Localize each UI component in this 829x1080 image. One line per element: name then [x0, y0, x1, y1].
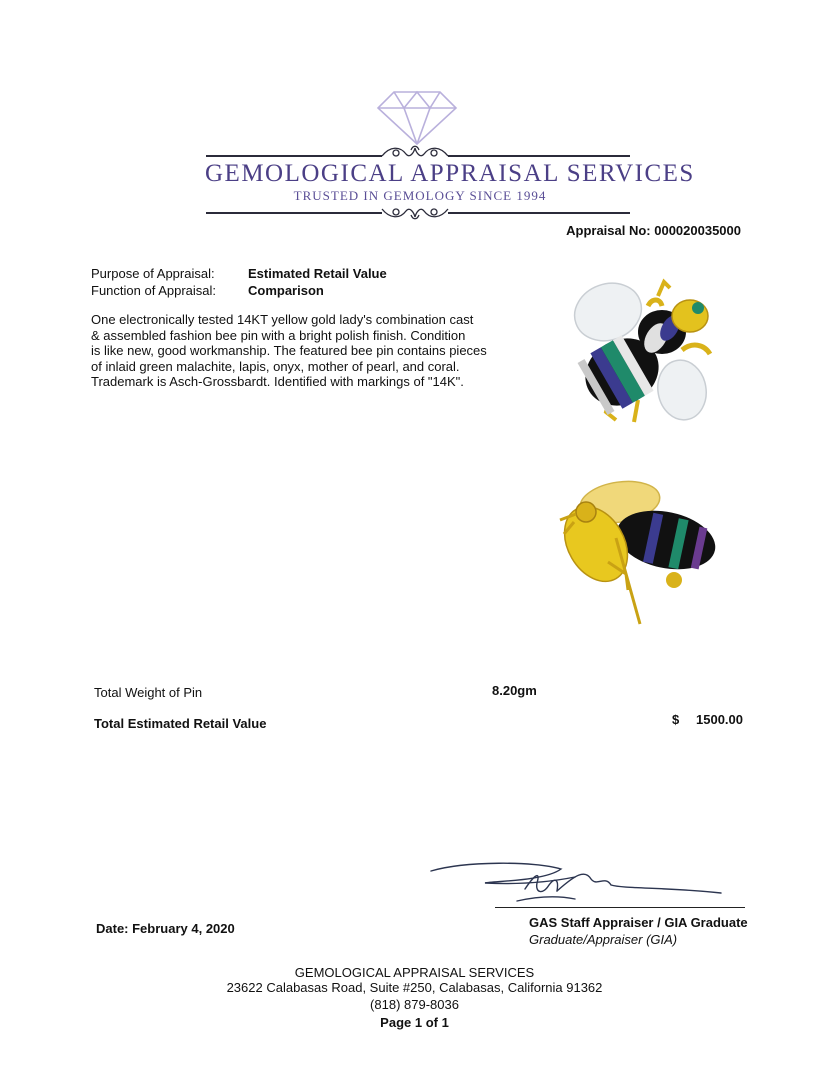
- footer-company: GEMOLOGICAL APPRAISAL SERVICES: [294, 965, 535, 980]
- description-line: Trademark is Asch-Grossbardt. Identified with markings of "14K".: [91, 374, 464, 390]
- total-value-label: Total Estimated Retail Value: [94, 716, 267, 731]
- currency-symbol: $: [672, 712, 680, 727]
- signer-title: GAS Staff Appraiser / GIA Graduate: [529, 915, 748, 930]
- weight-label: Total Weight of Pin: [94, 685, 203, 700]
- diamond-logo-icon: [376, 90, 458, 146]
- description-line: of inlaid green malachite, lapis, onyx, mother of pearl, and coral.: [91, 358, 460, 374]
- header-rule-top-left: [206, 155, 382, 157]
- appraiser-signature: [425, 855, 755, 915]
- page-number: Page 1 of 1: [380, 1015, 449, 1030]
- header-rule-top-right: [448, 155, 630, 157]
- purpose-label: Purpose of Appraisal:: [91, 266, 215, 281]
- flourish-ornament-icon: [380, 203, 450, 223]
- item-description: [91, 312, 531, 390]
- signer-subtitle: Graduate/Appraiser (GIA): [529, 932, 678, 947]
- bee-pin-back-photo: [556, 474, 726, 634]
- header-rule-bottom-right: [448, 212, 630, 214]
- function-label: Function of Appraisal:: [91, 283, 217, 298]
- flourish-ornament-icon: [380, 142, 450, 162]
- weight-value: 8.20gm: [492, 683, 537, 698]
- signature-line: [495, 907, 745, 908]
- header-rule-bottom-left: [206, 212, 382, 214]
- appraisal-date: Date: February 4, 2020: [96, 921, 235, 936]
- description-line: is like new, good workmanship. The featured bee pin contains pieces: [91, 343, 487, 359]
- footer-address: 23622 Calabasas Road, Suite #250, Calabasas, California 91362: [226, 980, 603, 995]
- purpose-value: Estimated Retail Value: [248, 266, 387, 281]
- company-name: GEMOLOGICAL APPRAISAL SERVICES: [205, 160, 695, 187]
- bee-pin-front-photo: [560, 272, 730, 432]
- function-value: Comparison: [248, 283, 324, 298]
- description-line: & assembled fashion bee pin with a bright polish finish. Condition: [91, 327, 466, 343]
- description-line: One electronically tested 14KT yellow gold lady's combination cast: [91, 312, 474, 327]
- company-tagline: TRUSTED IN GEMOLOGY SINCE 1994: [293, 188, 547, 203]
- total-value-amount: 1500.00: [696, 712, 743, 727]
- appraisal-number: Appraisal No: 000020035000: [566, 223, 741, 238]
- footer-phone: (818) 879-8036: [370, 997, 459, 1012]
